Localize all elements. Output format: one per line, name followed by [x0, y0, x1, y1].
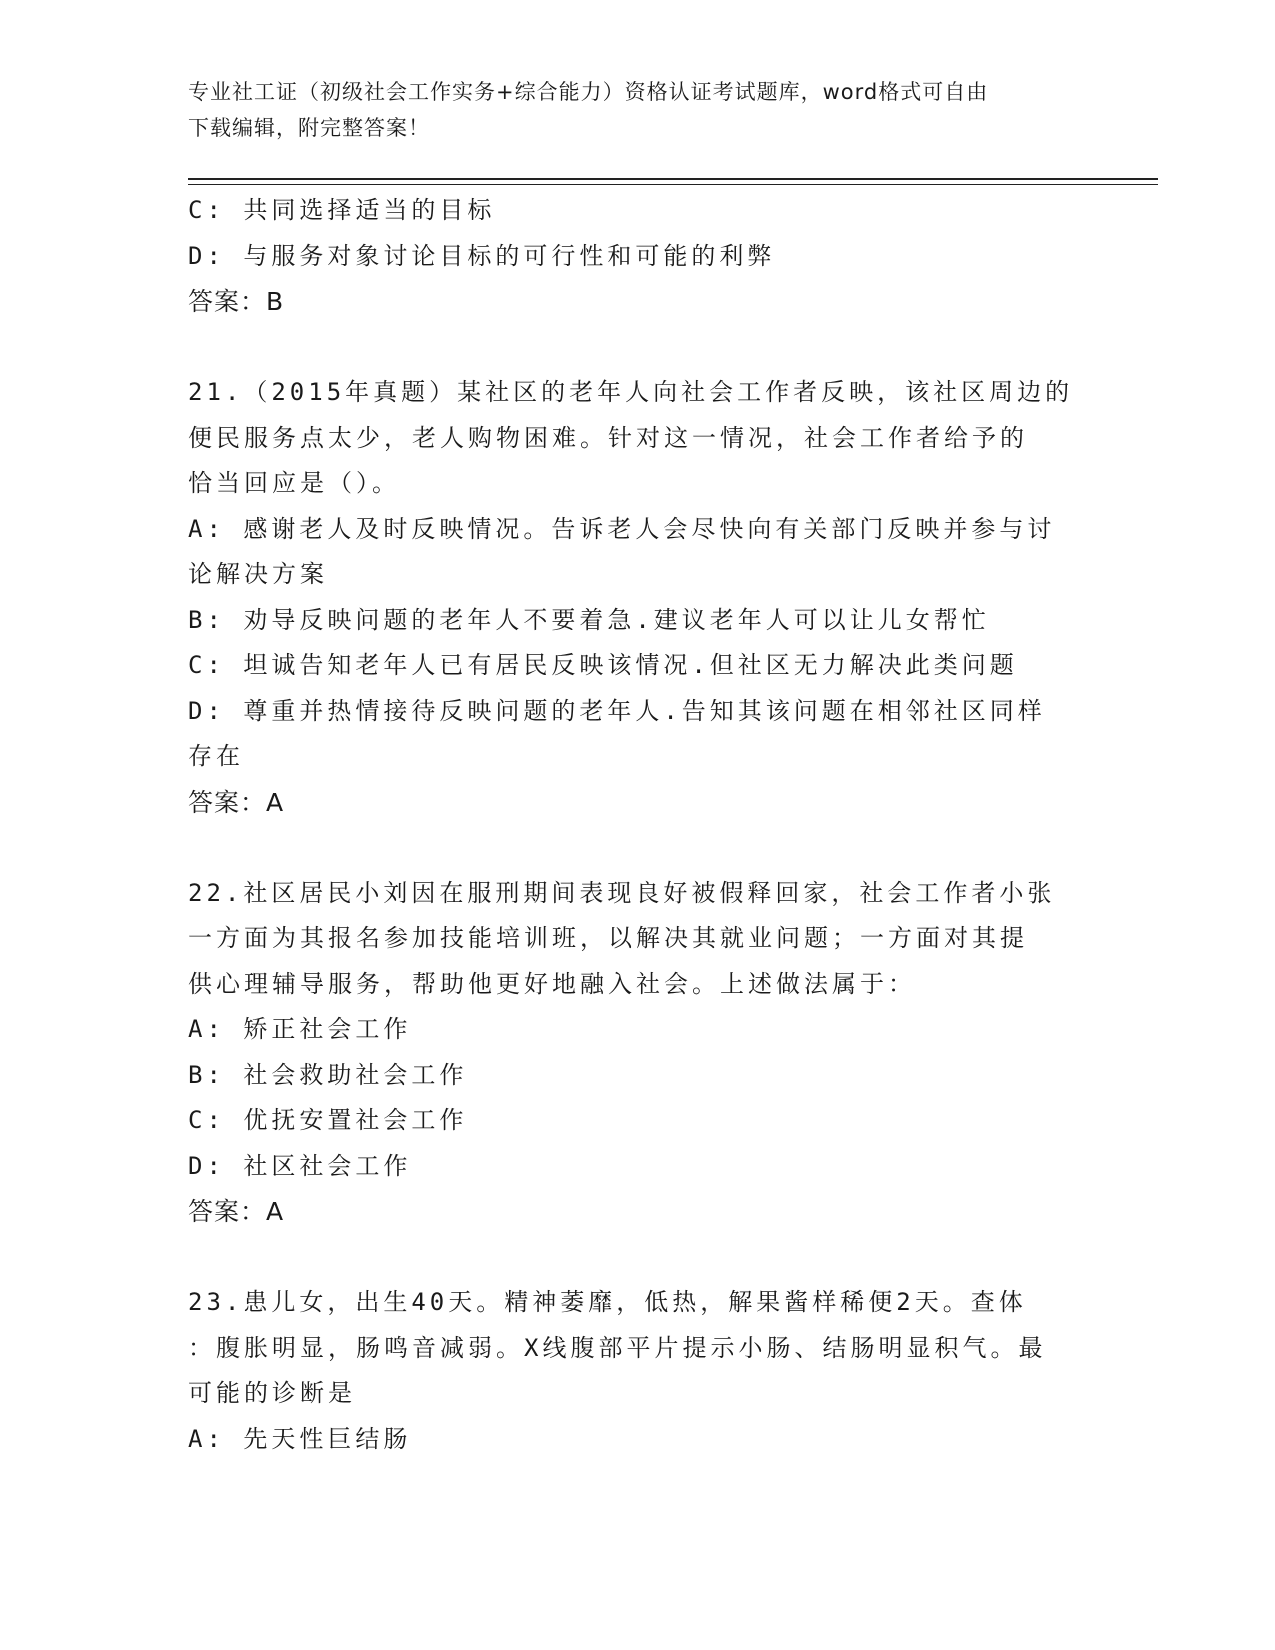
question-text: 21.（2015年真题）某社区的老年人向社会工作者反映，该社区周边的 [188, 378, 1074, 406]
header-line-2: 下载编辑，附完整答案！ [188, 116, 430, 140]
question-22 [188, 871, 1088, 1235]
question-23 [188, 1280, 1088, 1462]
spacer [188, 1235, 1088, 1281]
option-b: B: 社会救助社会工作 [188, 1060, 468, 1089]
option-b: B: 劝导反映问题的老年人不要着急.建议老年人可以让儿女帮忙 [188, 605, 990, 634]
answer: 答案：B [188, 287, 285, 316]
question-text: 22.社区居民小刘因在服刑期间表现良好被假释回家，社会工作者小张 [188, 878, 1056, 907]
option-a: A: 矫正社会工作 [188, 1015, 412, 1043]
document-body [188, 188, 1088, 1462]
option-c: C: 共同选择适当的目标 [188, 196, 496, 224]
question-text: 一方面为其报名参加技能培训班，以解决其就业问题；一方面对其提 [188, 924, 1028, 952]
option-d: D: 尊重并热情接待反映问题的老年人.告知其该问题在相邻社区同样 [188, 696, 1046, 725]
option-c: C: 优抚安置社会工作 [188, 1106, 468, 1134]
question-21 [188, 370, 1088, 825]
question-text: 便民服务点太少，老人购物困难。针对这一情况，社会工作者给予的 [188, 423, 1028, 452]
option-d: D: 与服务对象讨论目标的可行性和可能的利弊 [188, 241, 776, 270]
option-d: D: 社区社会工作 [188, 1151, 412, 1180]
option-a-cont: 论解决方案 [188, 560, 328, 588]
option-a: A: 感谢老人及时反映情况。告诉老人会尽快向有关部门反映并参与讨 [188, 514, 1056, 543]
answer: 答案：A [188, 1197, 285, 1226]
question-previous [188, 188, 1088, 325]
spacer [188, 825, 1088, 871]
question-text: 恰当回应是（）。 [188, 469, 400, 497]
option-a: A: 先天性巨结肠 [188, 1424, 412, 1453]
header-rule-thick [188, 178, 1158, 180]
header-rule-thin [188, 184, 1158, 185]
answer: 答案：A [188, 787, 285, 817]
question-text: ：腹胀明显，肠鸣音减弱。X线腹部平片提示小肠、结肠明显积气。最 [188, 1333, 1047, 1362]
page-header [188, 74, 1088, 146]
option-d-cont: 存在 [188, 742, 244, 770]
question-text: 供心理辅导服务，帮助他更好地融入社会。上述做法属于： [188, 969, 916, 998]
spacer [188, 325, 1088, 371]
header-line-1: 专业社工证（初级社会工作实务+综合能力）资格认证考试题库，word格式可自由 [188, 80, 989, 104]
question-text: 23.患儿女，出生40天。精神萎靡，低热，解果酱样稀便2天。查体 [188, 1288, 1027, 1316]
question-text: 可能的诊断是 [188, 1379, 356, 1407]
option-c: C: 坦诚告知老年人已有居民反映该情况.但社区无力解决此类问题 [188, 651, 1018, 679]
